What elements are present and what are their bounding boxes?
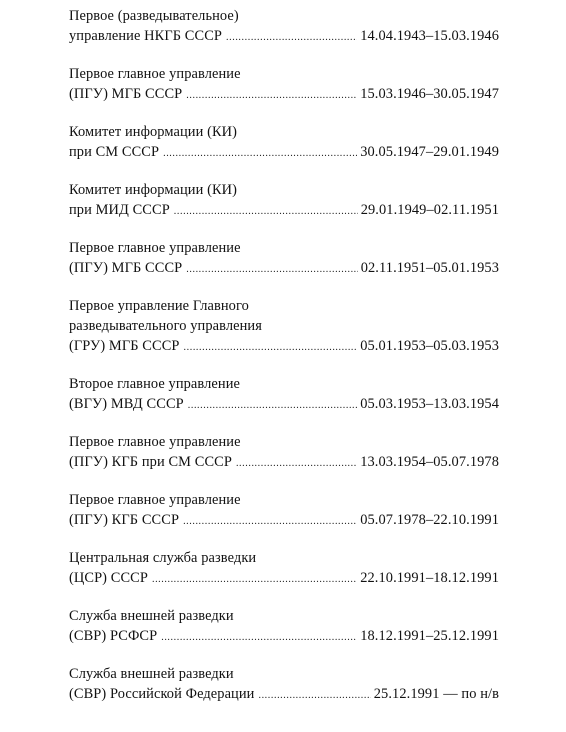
entry-name-line: Первое управление Главного — [69, 298, 249, 314]
entry-last-line — [69, 568, 499, 588]
entry-dates: 05.03.1953–13.03.1954 — [360, 396, 499, 412]
dot-leader — [163, 144, 357, 164]
entry-name-line: (СВР) Российской Федерации — [69, 686, 255, 702]
entry-name-line: (ГРУ) МГБ СССР — [69, 338, 180, 354]
entry-name-line: (ЦСР) СССР — [69, 570, 148, 586]
agency-timeline-list — [69, 6, 499, 722]
dot-leader — [186, 86, 357, 106]
entry-dates: 30.05.1947–29.01.1949 — [360, 144, 499, 160]
entry-dates: 05.01.1953–05.03.1953 — [360, 338, 499, 354]
dot-leader — [174, 202, 358, 222]
timeline-entry — [69, 6, 499, 46]
entry-last-line — [69, 258, 499, 278]
entry-dates: 02.11.1951–05.01.1953 — [360, 260, 499, 276]
entry-last-line — [69, 84, 499, 104]
entry-name-line: Второе главное управление — [69, 376, 240, 392]
entry-last-line — [69, 394, 499, 414]
timeline-entry — [69, 606, 499, 646]
entry-last-line — [69, 626, 499, 646]
entry-last-line — [69, 200, 499, 220]
entry-dates: 13.03.1954–05.07.1978 — [360, 454, 499, 470]
entry-name-line: Служба внешней разведки — [69, 608, 234, 624]
entry-name-line: (СВР) РСФСР — [69, 628, 158, 644]
dot-leader — [152, 570, 357, 590]
dot-leader — [183, 512, 357, 532]
entry-name-line: Первое главное управление — [69, 434, 241, 450]
entry-last-line — [69, 142, 499, 162]
timeline-entry — [69, 180, 499, 220]
entry-name-line: при СМ СССР — [69, 144, 160, 160]
entry-name-line: разведывательного управления — [69, 318, 262, 334]
entry-name-line: (ПГУ) КГБ при СМ СССР — [69, 454, 232, 470]
dot-leader — [186, 260, 357, 280]
timeline-entry — [69, 664, 499, 704]
timeline-entry — [69, 238, 499, 278]
entry-name-line: управление НКГБ СССР — [69, 28, 223, 44]
timeline-entry — [69, 374, 499, 414]
entry-dates: 22.10.1991–18.12.1991 — [360, 570, 499, 586]
dot-leader — [226, 28, 357, 48]
timeline-entry — [69, 490, 499, 530]
entry-name-line: Комитет информации (КИ) — [69, 124, 238, 140]
entry-dates: 29.01.1949–02.11.1951 — [360, 202, 499, 218]
dot-leader — [188, 396, 357, 416]
entry-name-line: Первое (разведывательное) — [69, 8, 239, 24]
entry-last-line — [69, 452, 499, 472]
entry-last-line — [69, 26, 499, 46]
entry-name-line: (ПГУ) МГБ СССР — [69, 260, 183, 276]
timeline-entry — [69, 64, 499, 104]
entry-dates: 18.12.1991–25.12.1991 — [360, 628, 499, 644]
entry-name-line: (ПГУ) КГБ СССР — [69, 512, 180, 528]
entry-name-line: Комитет информации (КИ) — [69, 182, 238, 198]
entry-name-line: при МИД СССР — [69, 202, 170, 218]
entry-dates: 14.04.1943–15.03.1946 — [360, 28, 499, 44]
timeline-entry — [69, 432, 499, 472]
timeline-entry — [69, 296, 499, 356]
entry-name-line: Первое главное управление — [69, 66, 241, 82]
entry-name-line: (ВГУ) МВД СССР — [69, 396, 184, 412]
entry-dates: 05.07.1978–22.10.1991 — [360, 512, 499, 528]
entry-last-line — [69, 684, 499, 704]
entry-last-line — [69, 336, 499, 356]
timeline-entry — [69, 548, 499, 588]
dot-leader — [236, 454, 357, 474]
entry-name-line: (ПГУ) МГБ СССР — [69, 86, 183, 102]
dot-leader — [184, 338, 358, 358]
timeline-entry — [69, 122, 499, 162]
entry-dates: 25.12.1991 — по н/в — [373, 686, 499, 702]
entry-last-line — [69, 510, 499, 530]
entry-name-line: Первое главное управление — [69, 492, 241, 508]
dot-leader — [161, 628, 357, 648]
entry-name-line: Первое главное управление — [69, 240, 241, 256]
entry-name-line: Центральная служба разведки — [69, 550, 257, 566]
entry-dates: 15.03.1946–30.05.1947 — [360, 86, 499, 102]
dot-leader — [258, 686, 370, 706]
entry-name-line: Служба внешней разведки — [69, 666, 234, 682]
